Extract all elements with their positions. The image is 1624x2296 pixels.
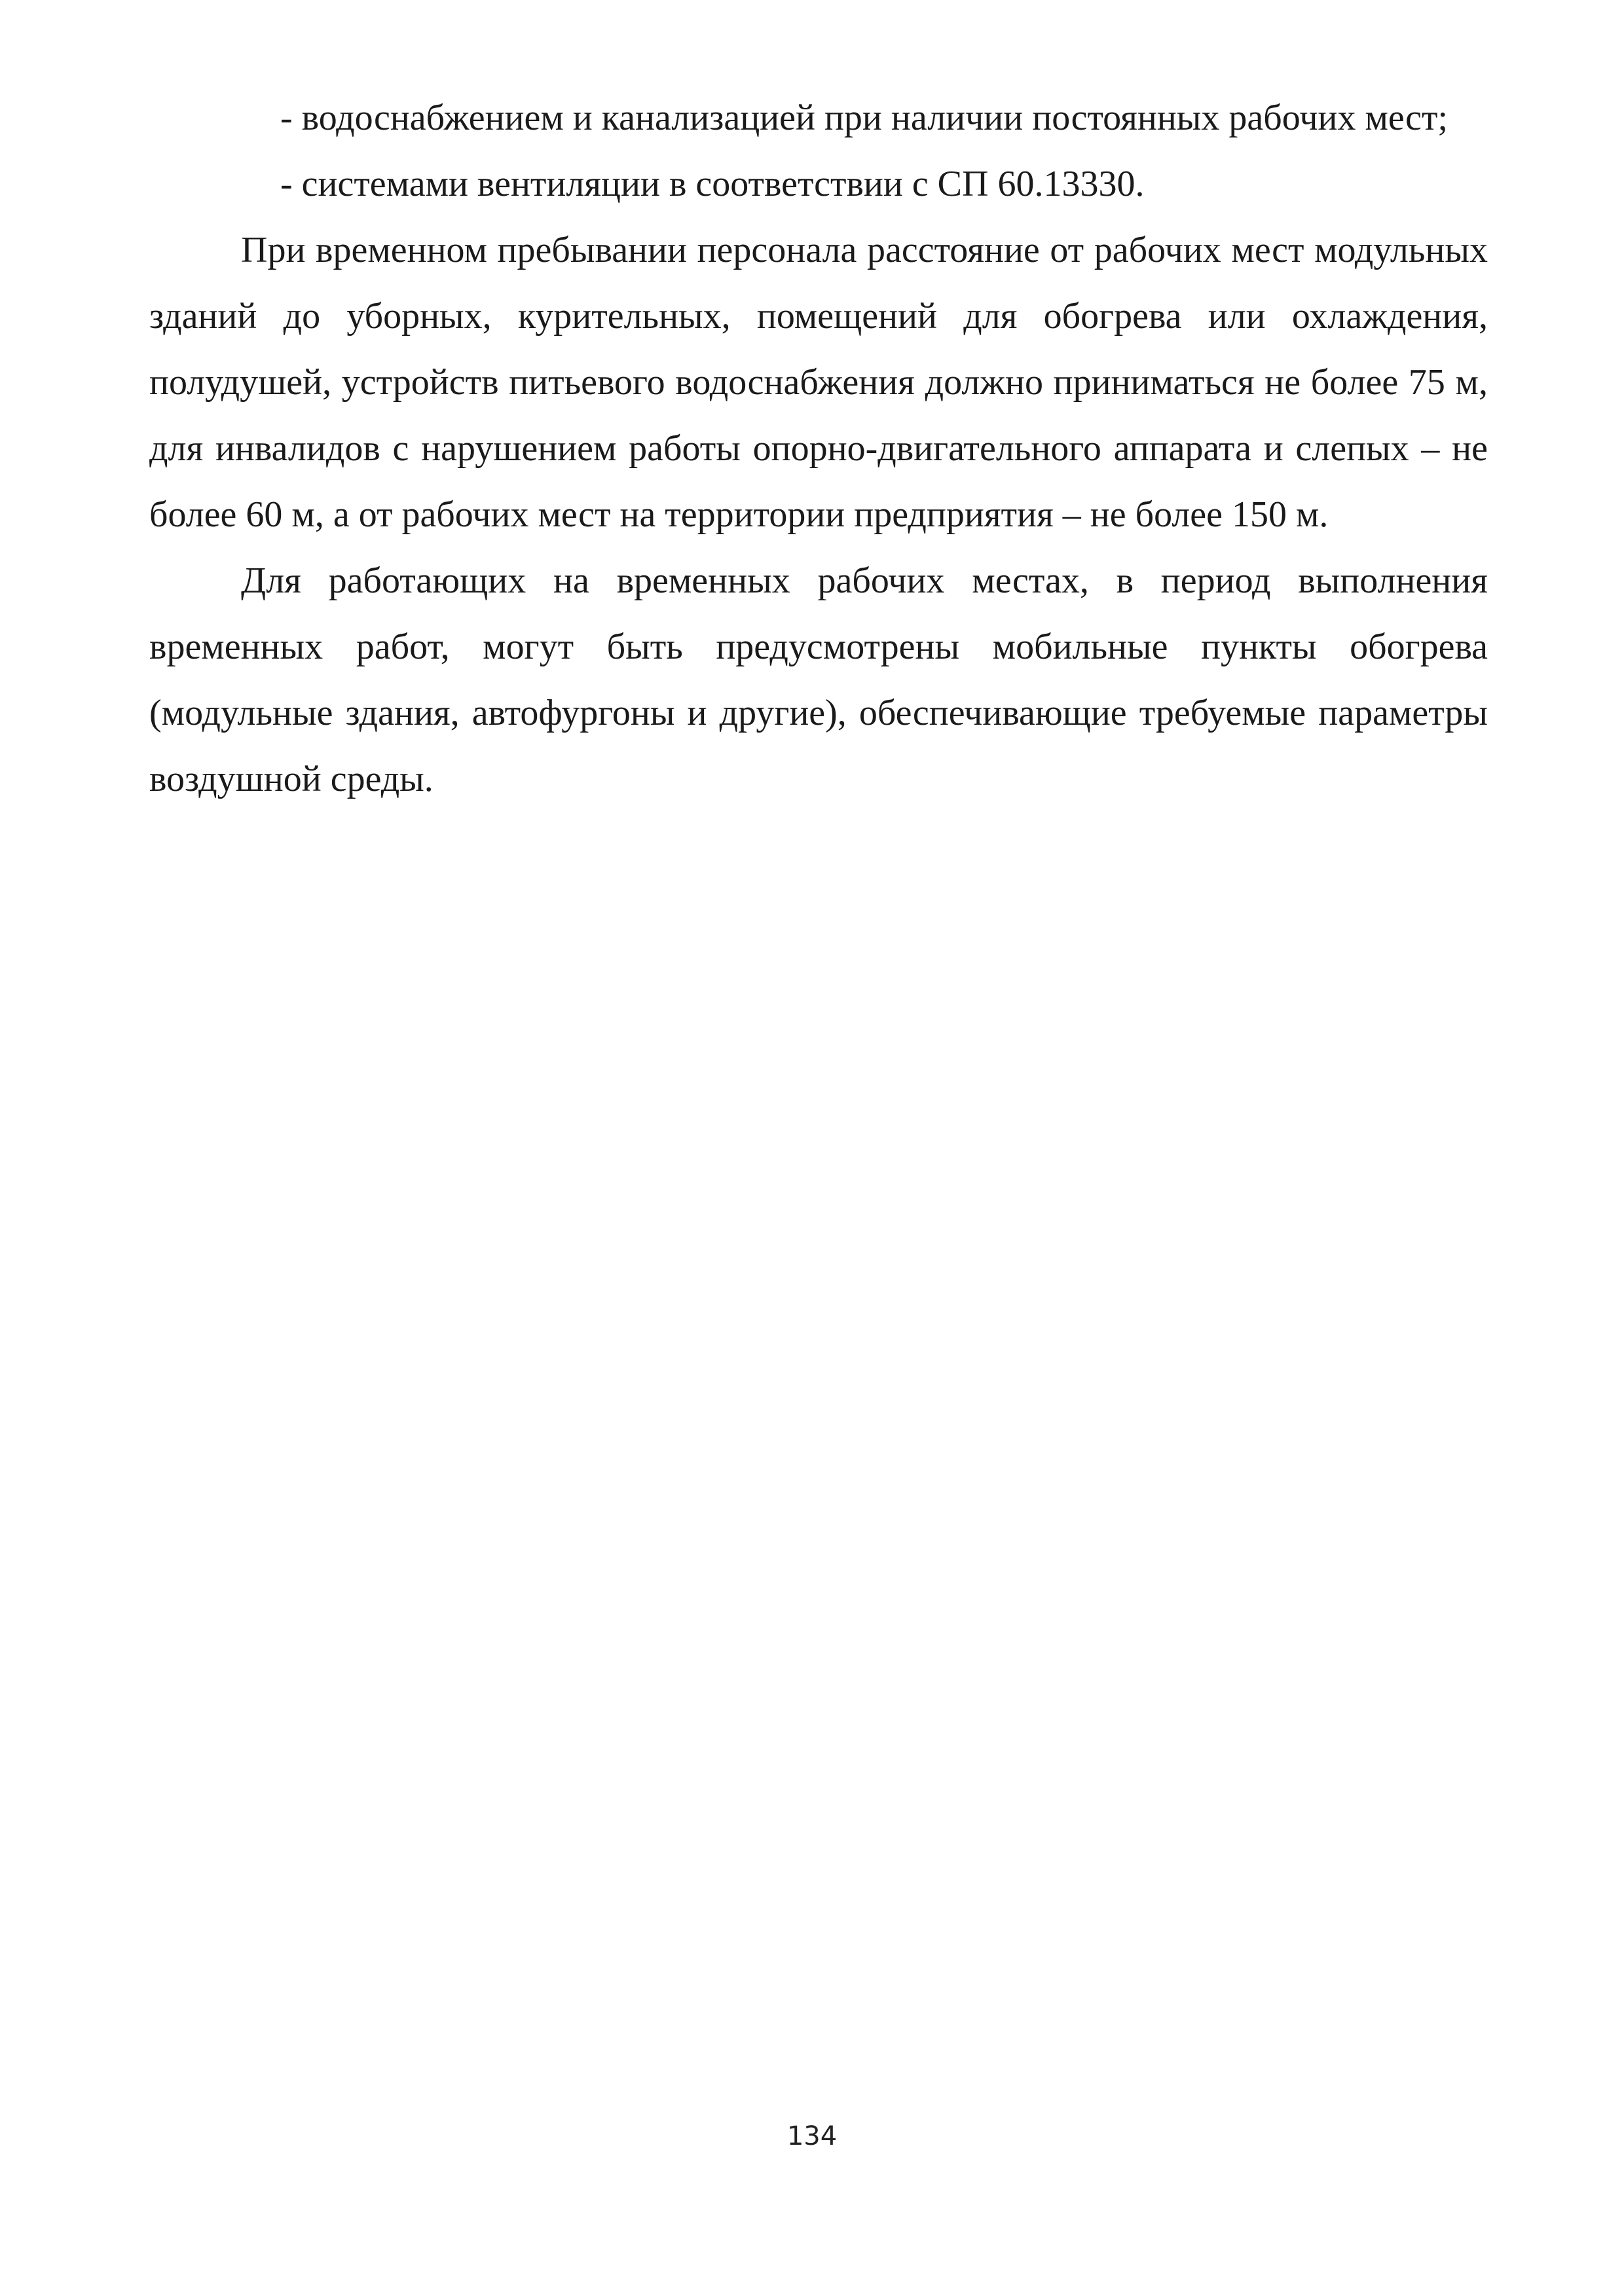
list-item-water-supply: - водоснабжением и канализацией при наличии постоянных рабочих мест; [280, 98, 1449, 138]
body-text [149, 85, 1488, 812]
paragraph-distance-requirements: При временном пребывании персонала расстояние от рабочих мест модульных зданий до уборных, курительных, помещений для обогрева или охлаждения, полудушей, устройств питьевого водоснабжения должно приниматься не более 75 м, для инвалидов с нарушением работы опорно-двигательного аппарата и слепых – не более 60 м, а от рабочих мест на территории предприятия – не более 150 м. [149, 230, 1488, 535]
list-item-ventilation: - системами вентиляции в соответствии с СП 60.13330. [280, 164, 1145, 204]
paragraph-mobile-heating-points: Для работающих на временных рабочих местах, в период выполнения временных работ, могут быть предусмотрены мобильные пункты обогрева (модульные здания, автофургоны и другие), обеспечивающие требуемые параметры воздушной среды. [149, 560, 1488, 799]
page-number: 134 [786, 2121, 838, 2151]
